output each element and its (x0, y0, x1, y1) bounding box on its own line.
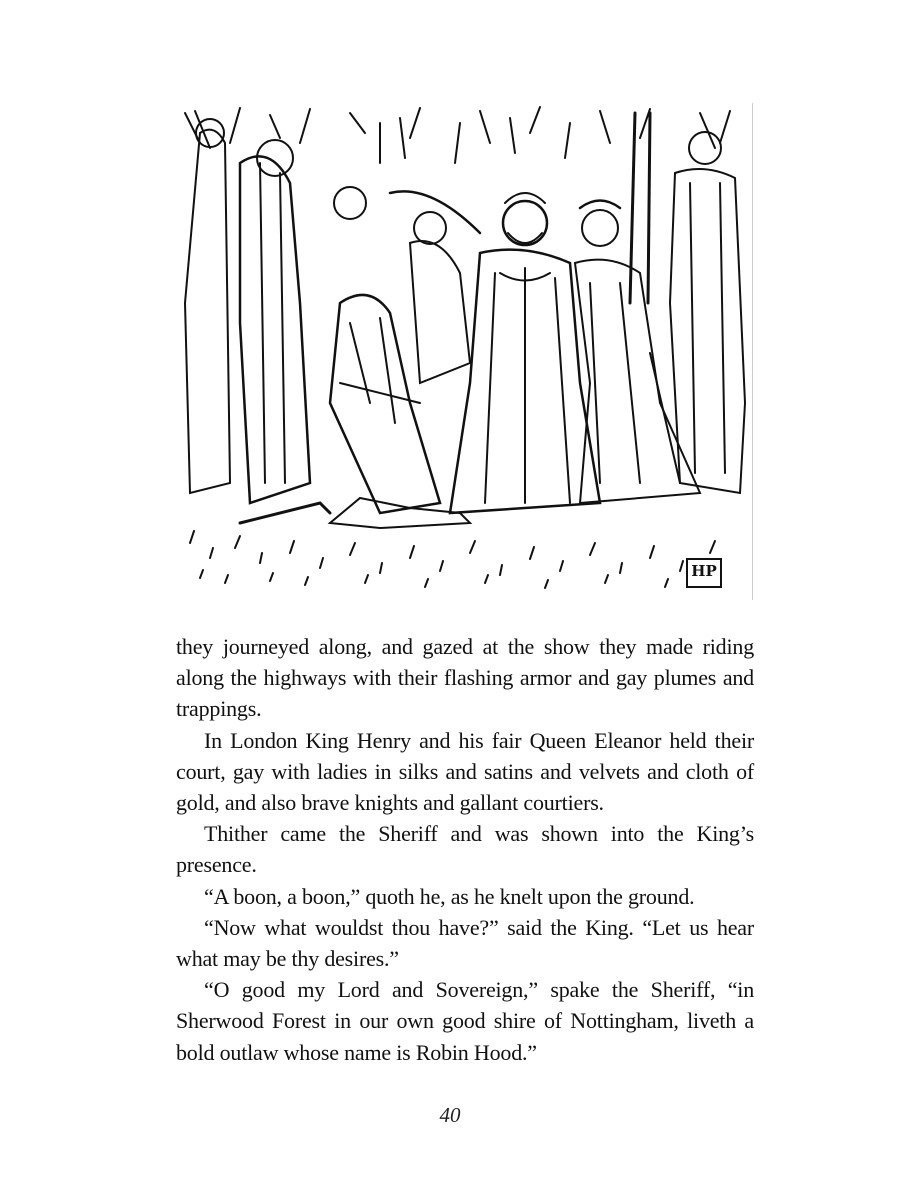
court-illustration (180, 103, 753, 600)
illustrator-monogram: HP (686, 558, 722, 588)
paragraph: “A boon, a boon,” quoth he, as he knelt upon the ground. (204, 883, 695, 909)
paragraph: they journeyed along, and gazed at the show they made riding along the highways with their flashing armor and gay plumes and trappings. (176, 634, 754, 722)
paragraph: “Now what wouldst thou have?” said the King. “Let us hear what may be thy desires.” (176, 914, 754, 972)
page-number: 40 (439, 1103, 461, 1127)
paragraph: In London King Henry and his fair Queen Eleanor held their court, gay with ladies in silks and satins and velvets and cloth of gold, and also brave knights and gallant courtiers. (176, 727, 754, 816)
body-text (176, 631, 754, 1068)
paragraph: Thither came the Sheriff and was shown into the King’s presence. (176, 821, 754, 878)
court-scene-drawing (180, 103, 752, 600)
paragraph: “O good my Lord and Sovereign,” spake the Sheriff, “in Sherwood Forest in our own good shire of Nottingham, liveth a bold outlaw whose name is Robin Hood.” (176, 977, 754, 1065)
